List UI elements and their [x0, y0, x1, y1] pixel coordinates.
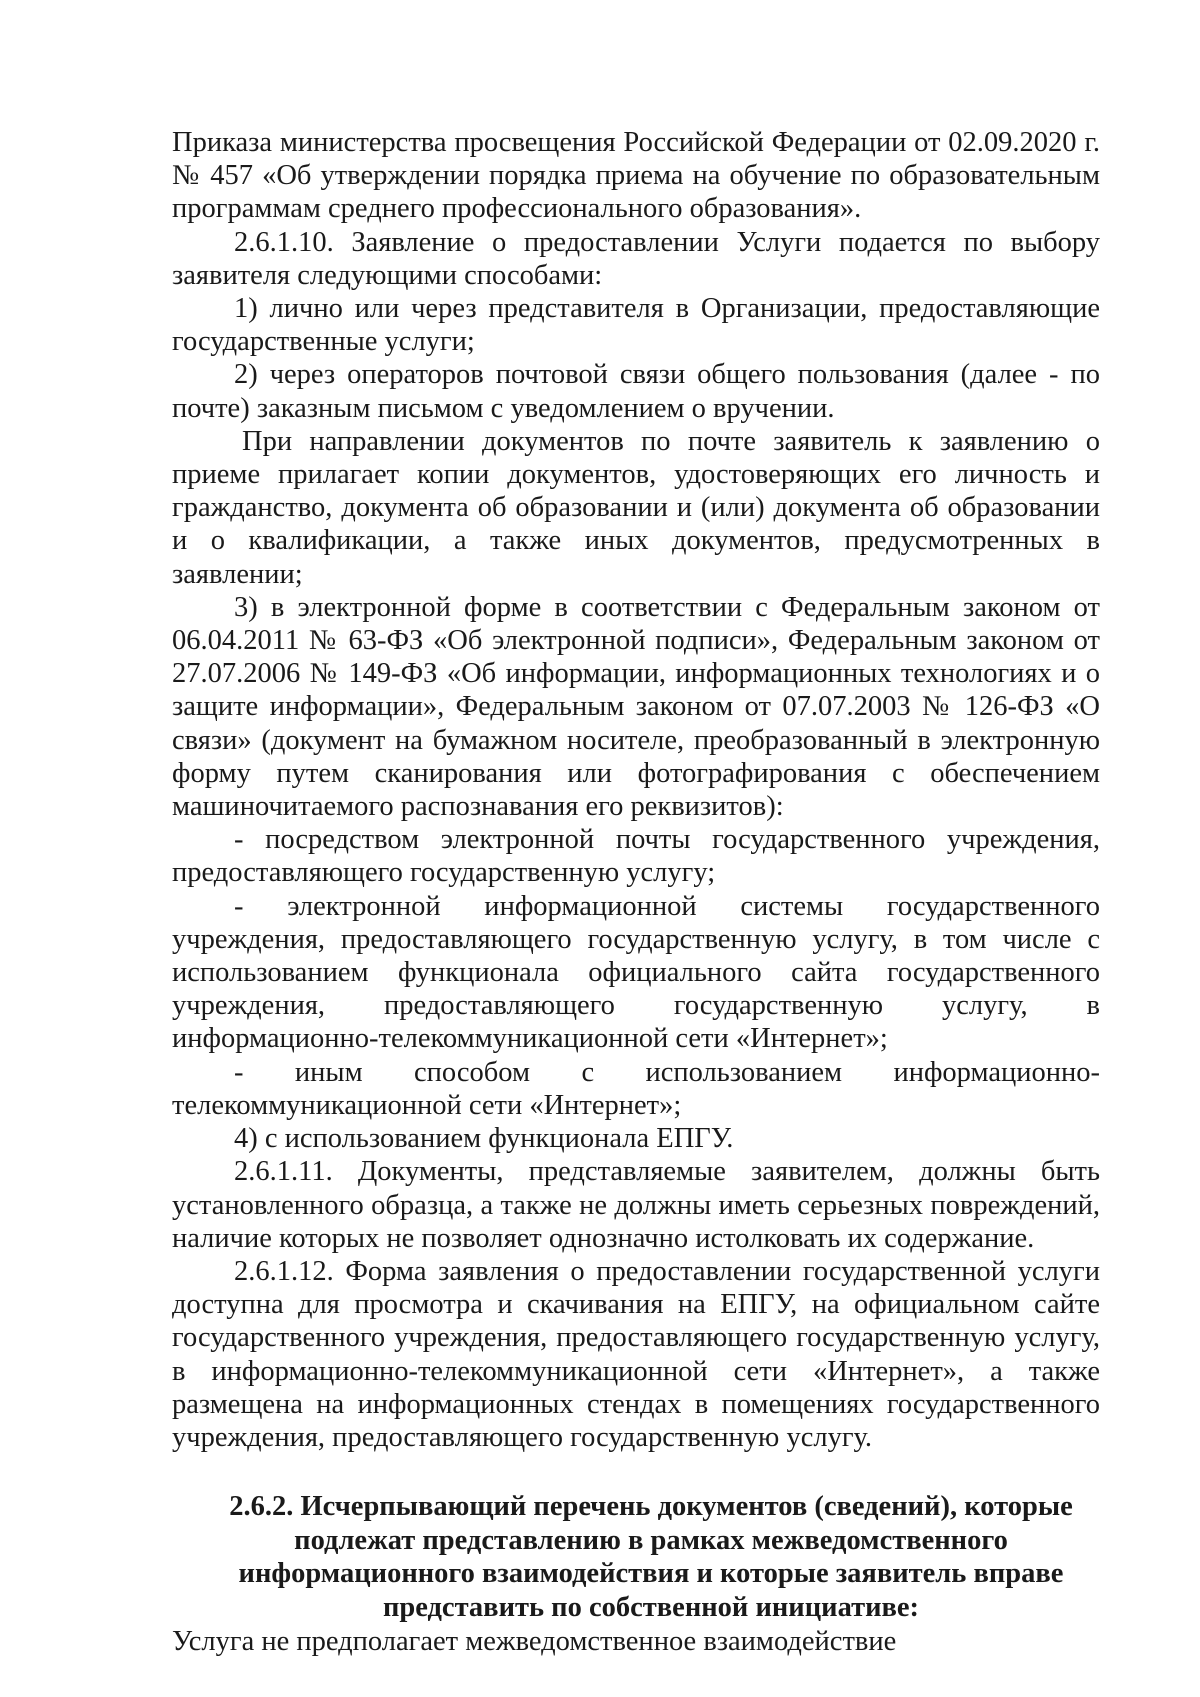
section-heading-2-6-2: 2.6.2. Исчерпывающий перечень документов (сведений), которые подлежат представлению в рамках межведомственного информационного взаимодействия и которые заявитель вправе представить по собственной инициативе:: [229, 1491, 1073, 1623]
paragraph-order-reference: Приказа министерства просвещения Российской Федерации от 02.09.2020 г. № 457 «Об утверждении порядка приема на обучение по образовательным программам среднего профессионального образования».: [172, 127, 1100, 225]
closing-statement: Услуга не предполагает межведомственное взаимодействие: [172, 1625, 897, 1657]
sub-item-email: - посредством электронной почты государственного учреждения, предоставляющего государственную услугу;: [172, 824, 1100, 889]
sub-item-info-system: - электронной информационной системы государственного учреждения, предоставляющего государственную услугу, в том числе с использованием функционала официального сайта государственного учреждения, предоставляющего государственную услугу, в информационно-телекоммуникационной сети «Интернет»;: [172, 890, 1100, 1055]
paragraph-2-6-1-10: 2.6.1.10. Заявление о предоставлении Услуги подается по выбору заявителя следующими способами:: [172, 226, 1100, 291]
document-page: [172, 126, 1100, 1658]
list-item-4: 4) с использованием функционала ЕПГУ.: [234, 1123, 734, 1155]
paragraph-2-6-1-11: 2.6.1.11. Документы, представляемые заявителем, должны быть установленного образца, а также не должны иметь серьезных повреждений, наличие которых не позволяет однозначно истолковать их содержание.: [172, 1156, 1100, 1254]
list-item-3: 3) в электронной форме в соответствии с Федеральным законом от 06.04.2011 № 63-ФЗ «Об электронной подписи», Федеральным законом от 27.07.2006 № 149-ФЗ «Об информации, информационных технологиях и о защите информации», Федеральным законом от 07.07.2003 № 126-ФЗ «О связи» (документ на бумажном носителе, преобразованный в электронную форму путем сканирования или фотографирования с обеспечением машиночитаемого распознавания его реквизитов):: [172, 591, 1100, 823]
list-item-1: 1) лично или через представителя в Организации, предоставляющие государственные услуги;: [172, 293, 1100, 358]
sub-item-other-means: - иным способом с использованием информационно-телекоммуникационной сети «Интернет»;: [172, 1056, 1100, 1121]
paragraph-mail-documents: При направлении документов по почте заявитель к заявлению о приеме прилагает копии документов, удостоверяющих его личность и гражданство, документа об образовании и (или) документа об образовании и о квалификации, а также иных документов, предусмотренных в заявлении;: [172, 425, 1100, 590]
list-item-2: 2) через операторов почтовой связи общего пользования (далее - по почте) заказным письмом с уведомлением о вручении.: [172, 359, 1100, 424]
paragraph-2-6-1-12: 2.6.1.12. Форма заявления о предоставлении государственной услуги доступна для просмотра и скачивания на ЕПГУ, на официальном сайте государственного учреждения, предоставляющего государственную услугу, в информационно-телекоммуникационной сети «Интернет», а также размещена на информационных стендах в помещениях государственного учреждения, предоставляющего государственную услугу.: [172, 1255, 1100, 1453]
